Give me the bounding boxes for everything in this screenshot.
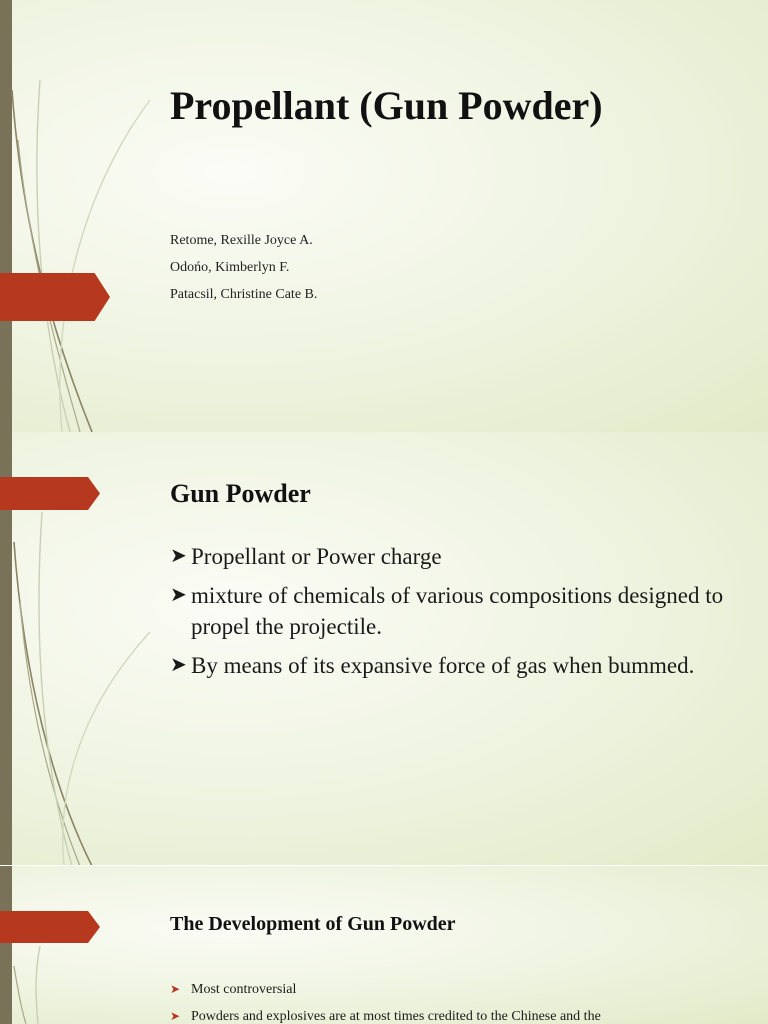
bullet-item	[170, 1003, 750, 1024]
bullet-text: By means of its expansive force of gas when bummed.	[191, 653, 695, 678]
bullet-item	[170, 650, 730, 681]
arrow-bullet-icon: ➤	[170, 545, 187, 567]
accent-arrow-tab	[0, 911, 100, 943]
bullet-text: mixture of chemicals of various compositions designed to propel the projectile.	[191, 583, 724, 639]
slide-heading: Gun Powder	[170, 479, 311, 508]
arrow-bullet-icon: ➤	[170, 584, 187, 606]
author-list	[170, 227, 317, 308]
bullet-list	[170, 541, 730, 689]
decorative-swoosh-lines	[0, 0, 170, 432]
decorative-swoosh-lines	[0, 866, 170, 1024]
author-name: Odońo, Kimberlyn F.	[170, 260, 290, 275]
accent-arrow-tab	[0, 477, 100, 510]
bullet-text: Powders and explosives are at most times credited to the Chinese and the	[191, 1009, 601, 1024]
accent-arrow-tab	[0, 273, 110, 321]
arrow-bullet-icon: ➤	[170, 982, 181, 996]
slide-heading: The Development of Gun Powder	[170, 913, 456, 935]
bullet-list	[170, 976, 750, 1024]
slide-gun-powder	[0, 432, 768, 866]
arrow-bullet-icon: ➤	[170, 1009, 181, 1023]
bullet-item	[170, 541, 730, 572]
bullet-item	[170, 976, 750, 1003]
slide-development	[0, 866, 768, 1024]
slide-title-heading: Propellant (Gun Powder)	[170, 83, 603, 128]
author-name: Retome, Rexille Joyce A.	[170, 233, 313, 248]
arrow-bullet-icon: ➤	[170, 654, 187, 676]
bullet-item	[170, 580, 730, 642]
bullet-text: Propellant or Power charge	[191, 544, 442, 569]
bullet-text: Most controversial	[191, 982, 297, 997]
slide-title	[0, 0, 768, 432]
author-name: Patacsil, Christine Cate B.	[170, 287, 318, 302]
